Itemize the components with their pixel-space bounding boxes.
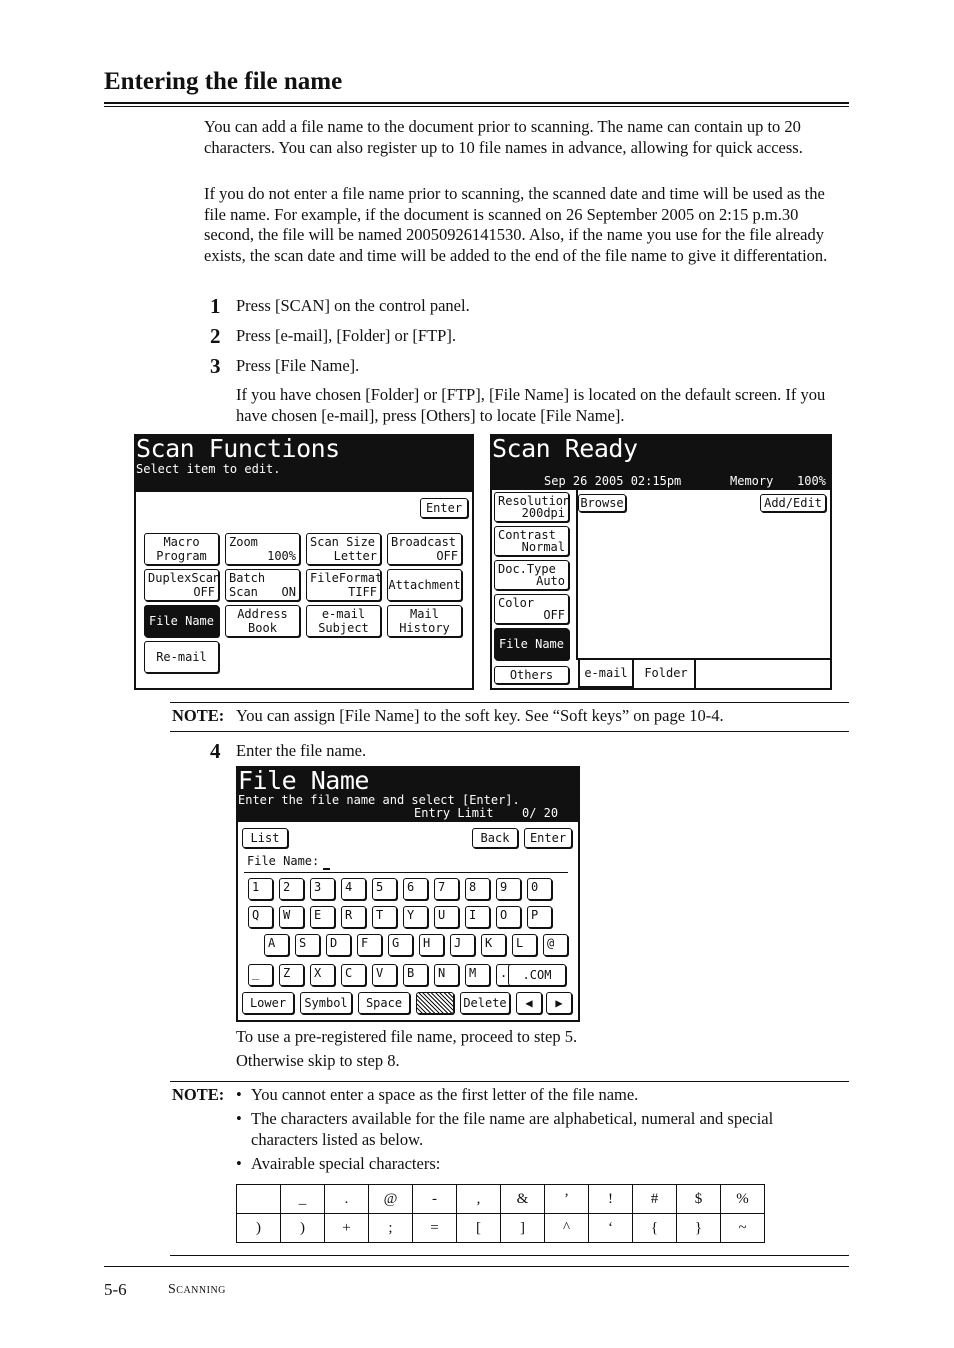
keyboard-key[interactable]: N (434, 964, 459, 986)
table-row (237, 1214, 765, 1243)
dotcom-key[interactable]: .COM (508, 964, 566, 986)
entry-limit-label: Entry Limit (414, 806, 494, 820)
enter-button[interactable]: Enter (420, 498, 468, 518)
backspace-icon[interactable] (416, 992, 454, 1014)
color-button[interactable]: Color OFF (494, 594, 569, 624)
keyboard-key[interactable]: . (496, 964, 521, 986)
table-cell: & (501, 1185, 545, 1214)
table-cell: . (325, 1185, 369, 1214)
address-book-button[interactable]: Address Book (225, 605, 300, 637)
step-number: 2 (210, 324, 221, 348)
keyboard-key[interactable]: T (372, 906, 397, 928)
keyboard-key[interactable]: D (326, 934, 351, 956)
keyboard-key[interactable]: K (481, 934, 506, 956)
email-subject-button[interactable]: e-mail Subject (306, 605, 381, 637)
screen-title: Scan Functions (136, 434, 340, 463)
keyboard-key[interactable]: O (496, 906, 521, 928)
file-format-button[interactable]: FileFormat TIFF (306, 569, 381, 601)
lower-button[interactable]: Lower (242, 992, 294, 1014)
followup-line-2: Otherwise skip to step 8. (236, 1051, 400, 1070)
table-cell: ‘ (589, 1214, 633, 1243)
keyboard-key[interactable]: Q (248, 906, 273, 928)
keyboard-key[interactable]: U (434, 906, 459, 928)
space-button[interactable]: Space (358, 992, 410, 1014)
screen-subtitle: Select item to edit. (136, 462, 281, 476)
scan-ready-screen (490, 434, 832, 690)
table-cell: = (413, 1214, 457, 1243)
screen-title: Scan Ready (492, 434, 638, 463)
left-arrow-icon: ◀ (525, 996, 533, 1010)
text-cursor (323, 868, 330, 870)
keyboard-key[interactable]: A (264, 934, 289, 956)
special-characters-table (236, 1184, 765, 1243)
step-number: 3 (210, 354, 221, 378)
note-rule-top (170, 1081, 849, 1082)
keyboard-key[interactable]: I (465, 906, 490, 928)
right-arrow-icon: ▶ (555, 996, 563, 1010)
screen-header (136, 436, 472, 492)
scan-size-button[interactable]: Scan Size Letter (306, 533, 381, 565)
table-row (237, 1185, 765, 1214)
keyboard-key[interactable]: S (295, 934, 320, 956)
contrast-button[interactable]: Contrast Normal (494, 526, 569, 556)
keyboard-key[interactable]: R (341, 906, 366, 928)
page-heading: Entering the file name (104, 68, 343, 95)
followup-line-1: To use a pre-registered file name, proceed to step 5. (236, 1027, 578, 1046)
keyboard-key[interactable]: @ (543, 934, 568, 956)
table-cell: ! (589, 1185, 633, 1214)
keyboard-key[interactable]: G (388, 934, 413, 956)
symbol-button[interactable]: Symbol (300, 992, 352, 1014)
keyboard-key[interactable]: X (310, 964, 335, 986)
table-cell: + (325, 1214, 369, 1243)
keyboard-key[interactable]: V (372, 964, 397, 986)
keyboard-key[interactable]: B (403, 964, 428, 986)
screen-header (238, 768, 578, 822)
keyboard-key[interactable]: E (310, 906, 335, 928)
screen-header (492, 436, 830, 490)
file-name-button[interactable]: File Name (144, 605, 219, 637)
note-rule-bottom (170, 1255, 849, 1256)
table-cell: @ (369, 1185, 413, 1214)
screen-subtitle: Enter the file name and select [Enter]. (238, 793, 520, 807)
keyboard-key[interactable]: Z (279, 964, 304, 986)
date-time: Sep 26 2005 02:15pm (544, 474, 682, 488)
heading-rule-thin (104, 106, 849, 107)
table-cell: ^ (545, 1214, 589, 1243)
macro-program-button[interactable]: Macro Program (144, 533, 219, 565)
doc-type-button[interactable]: Doc.Type Auto (494, 560, 569, 590)
intro-paragraph-1: You can add a file name to the document prior to scanning. The name can contain up to 20 characters. You can also register up to 10 file names in advance, allowing for quick access. (204, 117, 803, 157)
broadcast-button[interactable]: Broadcast OFF (387, 533, 462, 565)
keyboard-key[interactable]: J (450, 934, 475, 956)
re-mail-button[interactable]: Re-mail (144, 641, 219, 673)
table-cell: % (721, 1185, 765, 1214)
keyboard-key[interactable]: 9 (496, 878, 521, 900)
keyboard-key[interactable]: M (465, 964, 490, 986)
intro-paragraph-2: If you do not enter a file name prior to scanning, the scanned date and time will be used as the file name. For example, if the document is scanned on 26 September 2005 on 2:15 p.m.30 second, the file will be named 20050926141530. Also, if the name you use for the file already exists, the scan date and time will be added to the end of the file name to give it differentation. (204, 184, 828, 265)
keyboard-key[interactable]: P (527, 906, 552, 928)
table-cell: ; (369, 1214, 413, 1243)
duplex-scan-button[interactable]: DuplexScan OFF (144, 569, 219, 601)
keyboard-key[interactable]: 4 (341, 878, 366, 900)
keyboard-key[interactable]: W (279, 906, 304, 928)
table-cell (237, 1185, 281, 1214)
step-text: Press [e-mail], [Folder] or [FTP]. (236, 326, 456, 345)
panel-divider (576, 490, 578, 660)
table-cell: _ (281, 1185, 325, 1214)
screen-title: File Name (238, 766, 369, 795)
keyboard-key[interactable]: Y (403, 906, 428, 928)
note-label: NOTE: (172, 706, 225, 725)
note-text: You can assign [File Name] to the soft key. See “Soft keys” on page 10-4. (236, 706, 724, 725)
step-text: Press [File Name]. (236, 356, 360, 375)
step-text: Press [SCAN] on the control panel. (236, 296, 470, 315)
table-cell: $ (677, 1185, 721, 1214)
scan-functions-screen (134, 434, 474, 690)
file-name-screen (236, 766, 580, 1022)
note-rule-bottom (170, 731, 849, 732)
back-button[interactable]: Back (472, 828, 518, 848)
table-cell: # (633, 1185, 677, 1214)
cursor-right-button[interactable] (546, 992, 572, 1014)
mail-history-button[interactable]: Mail History (387, 605, 462, 637)
table-cell: ’ (545, 1185, 589, 1214)
table-cell: - (413, 1185, 457, 1214)
tab-folder[interactable]: Folder (638, 660, 696, 688)
table-cell: ] (501, 1214, 545, 1243)
add-edit-button[interactable]: Add/Edit (760, 494, 826, 512)
keyboard-key[interactable]: 6 (403, 878, 428, 900)
others-button[interactable]: Others (494, 666, 569, 684)
keyboard-key[interactable]: 1 (248, 878, 273, 900)
keyboard-key[interactable]: F (357, 934, 382, 956)
file-name-field-label: File Name: (247, 854, 320, 868)
enter-button[interactable]: Enter (524, 828, 572, 848)
resolution-button[interactable]: Resolution 200dpi (494, 492, 569, 522)
table-cell: ~ (721, 1214, 765, 1243)
browse-button[interactable]: Browse (578, 494, 626, 512)
keyboard-key[interactable]: 8 (465, 878, 490, 900)
table-cell: ) (237, 1214, 281, 1243)
attachment-button[interactable]: Attachment (387, 569, 462, 601)
keyboard-key[interactable]: 2 (279, 878, 304, 900)
cursor-left-button[interactable] (516, 992, 542, 1014)
keyboard-key[interactable]: 5 (372, 878, 397, 900)
keyboard-key[interactable]: L (512, 934, 537, 956)
keyboard-key[interactable]: 3 (310, 878, 335, 900)
table-cell: } (677, 1214, 721, 1243)
memory-label: Memory (730, 474, 774, 488)
step3-detail: If you have chosen [Folder] or [FTP], [File Name] is located on the default screen. If you have chosen [e-mail], press [Others] to locate [File Name]. (236, 385, 826, 425)
keyboard-key[interactable]: 0 (527, 878, 552, 900)
file-name-input[interactable] (244, 872, 568, 873)
memory-value: 100% (797, 474, 826, 488)
step-text: Enter the file name. (236, 741, 367, 760)
list-button[interactable]: List (242, 828, 288, 848)
keyboard-key[interactable]: _ (248, 964, 273, 986)
section-name: Scanning (168, 1282, 226, 1297)
keyboard-key[interactable]: H (419, 934, 444, 956)
zoom-button[interactable]: Zoom 100% (225, 533, 300, 565)
table-cell: { (633, 1214, 677, 1243)
table-cell: [ (457, 1214, 501, 1243)
keyboard-key[interactable]: 7 (434, 878, 459, 900)
step-number: 1 (210, 294, 221, 318)
note-label: NOTE: (172, 1085, 225, 1104)
table-cell: , (457, 1185, 501, 1214)
step-number: 4 (210, 739, 221, 763)
tab-email[interactable]: e-mail (578, 660, 634, 688)
entry-limit-value: 0/ 20 (522, 806, 559, 820)
batch-scan-button[interactable]: Batch Scan ON (225, 569, 300, 601)
file-name-button[interactable]: File Name (494, 628, 569, 660)
footer-rule (104, 1266, 849, 1267)
page-number: 5-6 (104, 1280, 127, 1299)
table-cell: ) (281, 1214, 325, 1243)
note-rule-top (170, 702, 849, 703)
delete-button[interactable]: Delete (460, 992, 510, 1014)
heading-rule-thick (104, 102, 849, 104)
keyboard-key[interactable]: C (341, 964, 366, 986)
